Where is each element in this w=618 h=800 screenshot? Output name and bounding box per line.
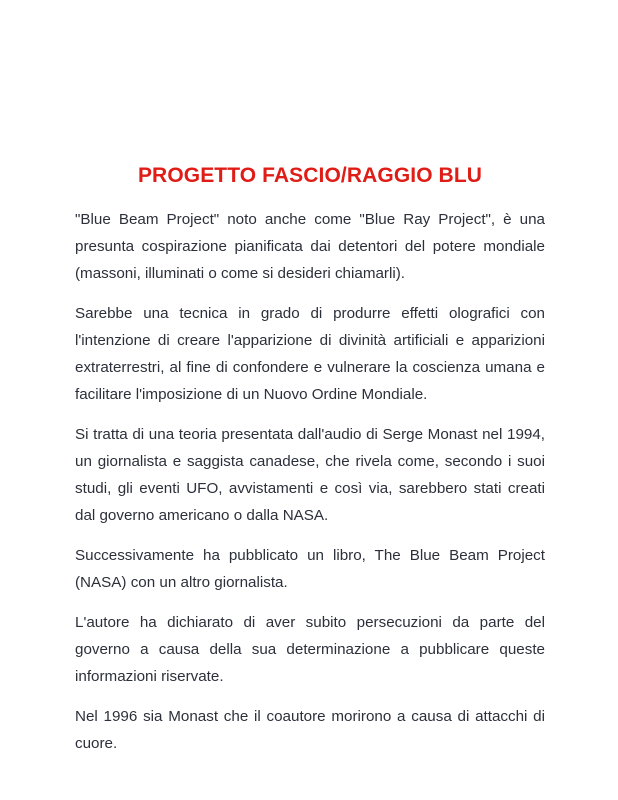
paragraph: Successivamente ha pubblicato un libro, The Blue Beam Project (NASA) con un altro giornalista. bbox=[75, 547, 545, 591]
document-body bbox=[75, 206, 545, 757]
paragraph: Sarebbe una tecnica in grado di produrre effetti olografici con l'intenzione di creare l'apparizione di divinità artificiali e apparizioni extraterrestri, al fine di confondere e vulnerare la coscienza umana e facilitare l'imposizione di un Nuovo Ordine Mondiale. bbox=[75, 305, 545, 403]
paragraph: "Blue Beam Project" noto anche come "Blue Ray Project", è una presunta cospirazione pianificata dai detentori del potere mondiale (massoni, illuminati o come si desideri chiamarli). bbox=[75, 211, 545, 282]
paragraph: L'autore ha dichiarato di aver subito persecuzioni da parte del governo a causa della sua determinazione a pubblicare queste informazioni riservate. bbox=[75, 614, 545, 685]
page-title: PROGETTO FASCIO/RAGGIO BLU bbox=[137, 164, 483, 187]
paragraph: Si tratta di una teoria presentata dall'audio di Serge Monast nel 1994, un giornalista e saggista canadese, che rivela come, secondo i suoi studi, gli eventi UFO, avvistamenti e così via, sarebbero stati creati dal governo americano o dalla NASA. bbox=[75, 426, 545, 524]
paragraph: Nel 1996 sia Monast che il coautore morirono a causa di attacchi di cuore. bbox=[75, 708, 545, 752]
